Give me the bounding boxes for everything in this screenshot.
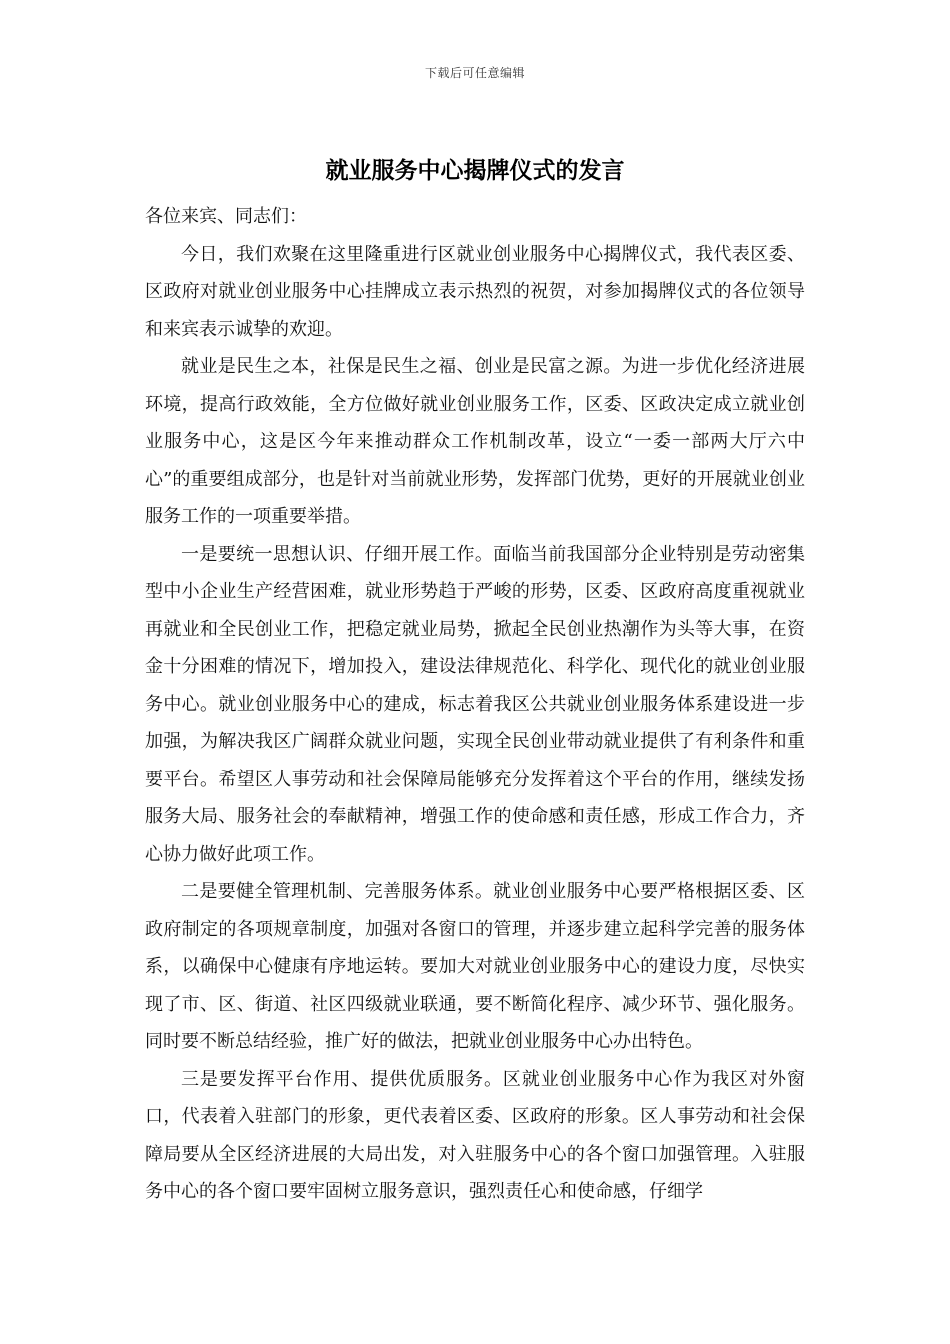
paragraph-point-two: 二是要健全管理机制、完善服务体系。就业创业服务中心要严格根据区委、区政府制定的各项规章制度，加强对各窗口的管理，并逐步建立起科学完善的服务体系，以确保中心健康有序地运转。要加大对就业创业服务中心的建设力度，尽快实现了市、区、街道、社区四级就业联通，要不断简化程序、减少环节、强化服务。同时要不断总结经验，推广好的做法，把就业创业服务中心办出特色。	[145, 881, 805, 1052]
paragraph-opening: 今日，我们欢聚在这里隆重进行区就业创业服务中心揭牌仪式，我代表区委、区政府对就业创业服务中心挂牌成立表示热烈的祝贺，对参加揭牌仪式的各位领导和来宾表示诚挚的欢迎。	[145, 243, 805, 340]
document-body	[145, 198, 805, 1211]
paragraph-point-three: 三是要发挥平台作用、提供优质服务。区就业创业服务中心作为我区对外窗口，代表着入驻部门的形象，更代表着区委、区政府的形象。区人事劳动和社会保障局要从全区经济进展的大局出发，对入驻服务中心的各个窗口加强管理。入驻服务中心的各个窗口要牢固树立服务意识，强烈责任心和使命感，仔细学	[145, 1068, 805, 1202]
paragraph-background: 就业是民生之本，社保是民生之福、创业是民富之源。为进一步优化经济进展环境，提高行政效能，全方位做好就业创业服务工作，区委、区政决定成立就业创业服务中心，这是区今年来推动群众工作机制改革，设立“一委一部两大厅六中心”的重要组成部分，也是针对当前就业形势，发挥部门优势，更好的开展就业创业服务工作的一项重要举措。	[145, 356, 805, 527]
document-title: 就业服务中心揭牌仪式的发言	[325, 158, 625, 184]
paragraph-point-one: 一是要统一思想认识、仔细开展工作。面临当前我国部分企业特别是劳动密集型中小企业生产经营困难，就业形势趋于严峻的形势，区委、区政府高度重视就业再就业和全民创业工作，把稳定就业局势，掀起全民创业热潮作为头等大事，在资金十分困难的情况下，增加投入，建设法律规范化、科学化、现代化的就业创业服务中心。就业创业服务中心的建成，标志着我区公共就业创业服务体系建设进一步加强，为解决我区广阔群众就业问题，实现全民创业带动就业提供了有利条件和重要平台。希望区人事劳动和社会保障局能够充分发挥着这个平台的作用，继续发扬服务大局、服务社会的奉献精神，增强工作的使命感和责任感，形成工作合力，齐心协力做好此项工作。	[145, 543, 805, 865]
header-note: 下载后可任意编辑	[424, 66, 525, 80]
greeting-line: 各位来宾、同志们：	[145, 206, 307, 227]
